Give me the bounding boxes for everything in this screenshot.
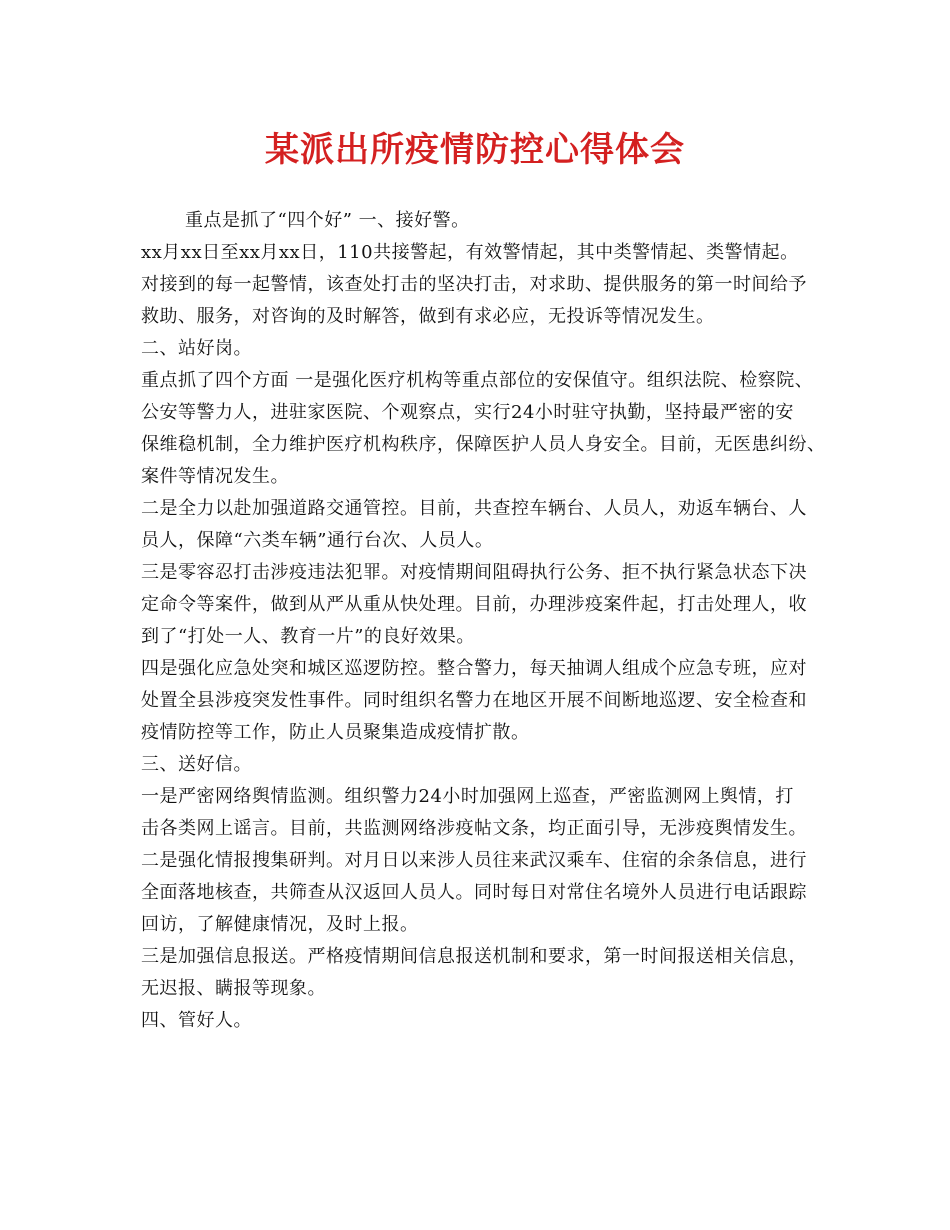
section-heading: 二、站好岗。	[141, 338, 252, 359]
paragraph-line: 一是严密网络舆情监测。组织警力24小时加强网上巡查，严密监测网上舆情，打	[141, 786, 794, 807]
paragraph-line: 到了“打处一人、教育一片”的良好效果。	[141, 626, 475, 647]
paragraph-line: 击各类网上谣言。目前，共监测网络涉疫帖文条，均正面引导，无涉疫舆情发生。	[141, 818, 807, 839]
paragraph-line: 对接到的每一起警情，该查处打击的坚决打击，对求助、提供服务的第一时间给予	[141, 274, 807, 295]
paragraph-line: 案件等情况发生。	[141, 466, 289, 487]
section-heading: 三、送好信。	[141, 754, 252, 775]
paragraph-line: 疫情防控等工作，防止人员聚集造成疫情扩散。	[141, 722, 530, 743]
paragraph-line: 三是加强信息报送。严格疫情期间信息报送机制和要求，第一时间报送相关信息，	[141, 946, 807, 967]
paragraph-line: 处置全县涉疫突发性事件。同时组织名警力在地区开展不间断地巡逻、安全检查和	[141, 690, 807, 711]
paragraph-line: 二是强化情报搜集研判。对月日以来涉人员往来武汉乘车、住宿的余条信息，进行	[141, 850, 807, 871]
paragraph-line: 无迟报、瞒报等现象。	[141, 978, 326, 999]
paragraph-line: 公安等警力人，进驻家医院、个观察点，实行24小时驻守执勤，坚持最严密的安	[141, 402, 794, 423]
paragraph-line: 救助、服务，对咨询的及时解答，做到有求必应，无投诉等情况发生。	[141, 306, 715, 327]
paragraph-line: 重点抓了四个方面 一是强化医疗机构等重点部位的安保值守。组织法院、检察院、	[141, 370, 814, 391]
paragraph-line: 二是全力以赴加强道路交通管控。目前，共查控车辆台、人员人，劝返车辆台、人	[141, 498, 807, 519]
section-heading: 四、管好人。	[141, 1010, 252, 1031]
paragraph-line: 定命令等案件，做到从严从重从快处理。目前，办理涉疫案件起，打击处理人，收	[141, 594, 807, 615]
paragraph-line: 四是强化应急处突和城区巡逻防控。整合警力，每天抽调人组成个应急专班，应对	[141, 658, 807, 679]
document-body	[141, 205, 826, 1037]
document-title: 某派出所疫情防控心得体会	[265, 130, 685, 170]
paragraph-line: xx月xx日至xx月xx日，110共接警起，有效警情起，其中类警情起、类警情起。	[141, 242, 799, 263]
paragraph-line: 三是零容忍打击涉疫违法犯罪。对疫情期间阻碍执行公务、拒不执行紧急状态下决	[141, 562, 807, 583]
paragraph-line: 员人，保障“六类车辆”通行台次、人员人。	[141, 530, 494, 551]
paragraph-line: 保维稳机制，全力维护医疗机构秩序，保障医护人员人身安全。目前，无医患纠纷、	[141, 434, 826, 455]
paragraph-line: 回访，了解健康情况，及时上报。	[141, 914, 419, 935]
paragraph-line: 重点是抓了“四个好” 一、接好警。	[185, 210, 470, 231]
paragraph-line: 全面落地核查，共筛查从汉返回人员人。同时每日对常住名境外人员进行电话跟踪	[141, 882, 807, 903]
